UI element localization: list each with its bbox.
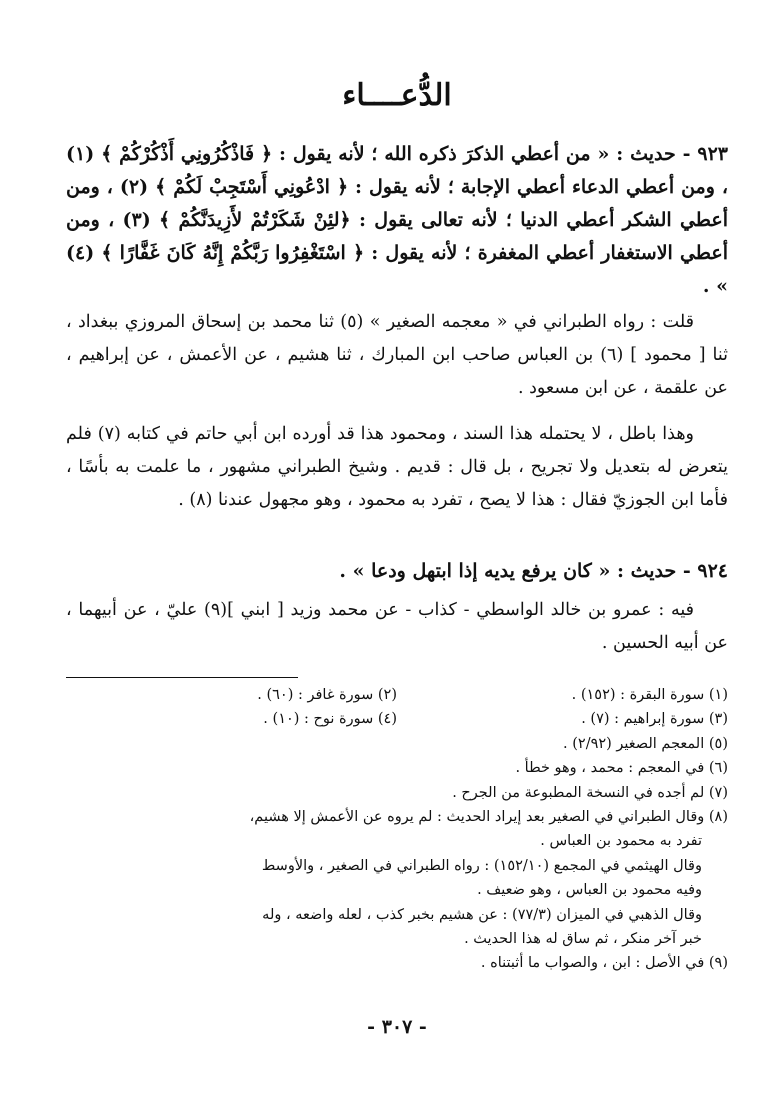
commentary-paragraph-1: قلت : رواه الطبراني في « معجمه الصغير » (٥) ثنا محمد بن إسحاق المروزي ببغداد ، ثنا [ محمود ] (٦) بن العباس صاحب ابن المبارك ، ثنا هشيم ، عن الأعمش ، عن إبراهيم ، عن علقمة ، عن ابن مسعود .: [66, 312, 729, 398]
footnote-7: (٧) لم أجده في النسخة المطبوعة من الجرح .: [452, 784, 728, 801]
footnote-8-line-6: خبر آخر منكر ، ثم ساق له هذا الحديث .: [464, 931, 702, 948]
commentary-paragraph-3: فيه : عمرو بن خالد الواسطي - كذاب - عن محمد وزيد [ ابني ](٩) عليّ ، عن أبيهما ، عن أبيه الحسين .: [66, 600, 728, 653]
footnote-8-line-3: وقال الهيثمي في المجمع (١٥٢/١٠) : رواه الطبراني في الصغير ، والأوسط: [261, 857, 702, 874]
footnote-2: (٢) سورة غافر : (٦٠) .: [257, 687, 397, 703]
book-page: [66, 0, 728, 1110]
chapter-title: الدُّعــــاء: [342, 78, 452, 113]
footnote-1: (١) سورة البقرة : (١٥٢) .: [571, 687, 728, 703]
footnote-row: [66, 683, 728, 707]
footnote-8-line-1: (٨) وقال الطبراني في الصغير بعد إيراد الحديث : لم يروه عن الأعمش إلا هشيم،: [249, 809, 728, 826]
footnote-8-line-4: وفيه محمود بن العباس ، وهو ضعيف .: [477, 882, 702, 899]
page-number: - ٣٠٧ -: [367, 1016, 427, 1038]
footnote-8-line-5: وقال الذهبي في الميزان (٧٧/٣) : عن هشيم بخبر كذب ، لعله واضعه ، وله: [262, 906, 702, 923]
footnote-4: (٤) سورة نوح : (١٠) .: [263, 711, 397, 728]
hadith-923: ٩٢٣ - حديث : « من أعطي الذكرَ ذكره الله ؛ لأنه يقول : ﴿ فَاذْكُرُونِي أَذْكُرْكُمْ ﴾ (١) ، ومن أعطي الدعاء أعطي الإجابة ؛ لأنه يقول : ﴿ ادْعُونِي أَسْتَجِبْ لَكُمْ ﴾ (٢) ، ومن أعطي الشكر أعطي الدنيا ؛ لأنه تعالى يقول : ﴿لئِنْ شَكَرْتُمْ لأَزِيدَنَّكُمْ ﴾ (٣) ، ومن أعطي الاستغفار أعطي المغفرة ؛ لأنه يقول : ﴿ اسْتَغْفِرُوا رَبَّكُمْ إِنَّهُ كَانَ غَفَّارًا ﴾ (٤) » .: [66, 143, 729, 297]
footnote-3: (٣) سورة إبراهيم : (٧) .: [581, 711, 728, 728]
commentary-paragraph-2: وهذا باطل ، لا يحتمله هذا السند ، ومحمود هذا قد أورده ابن أبي حاتم في كتابه (٧) فلم يتعرض له بتعديل ولا تجريح ، بل قال : قديم . وشيخ الطبراني مشهور ، ما علمت به بأسًا ، فأما ابن الجوزيّ فقال : هذا لا يصح ، تفرد به محمود ، وهو مجهول عندنا (٨) .: [66, 424, 728, 510]
footnote-row: [66, 707, 728, 731]
footnote-divider: [66, 677, 298, 678]
hadith-924: ٩٢٤ - حديث : « كان يرفع يديه إذا ابتهل ودعا » .: [339, 560, 728, 582]
footnote-8: [66, 805, 728, 951]
footnote-9: (٩) في الأصل : ابن ، والصواب ما أثبتناه .: [480, 955, 728, 972]
footnote-5: (٥) المعجم الصغير (٢/٩٢) .: [563, 735, 728, 752]
footnote-6: (٦) في المعجم : محمد ، وهو خطأ .: [515, 760, 728, 777]
footnote-8-line-2: تفرد به محمود بن العباس .: [540, 833, 702, 850]
footnotes: [66, 683, 728, 976]
